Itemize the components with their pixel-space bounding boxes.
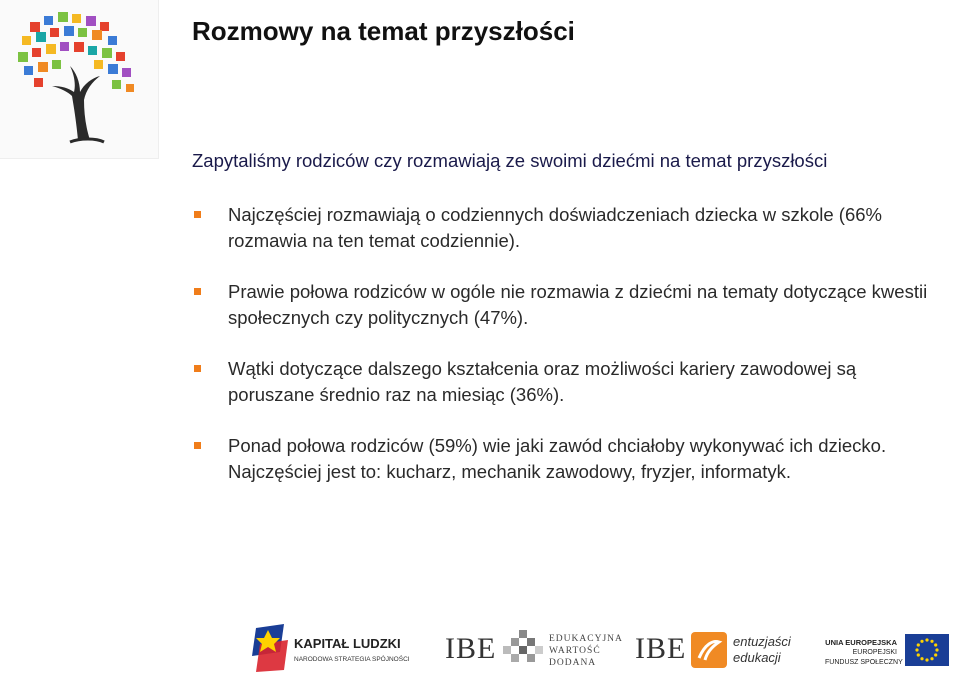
entuzjasci-line2: edukacji	[733, 650, 781, 665]
list-item-text: Wątki dotyczące dalszego kształcenia oraz możliwości kariery zawodowej są poruszane średnio raz na miesiąc (36%).	[228, 358, 857, 405]
ibe-ewd-line2: WARTOŚĆ	[549, 646, 601, 656]
list-item-text: Ponad połowa rodziców (59%) wie jaki zawód chciałoby wykonywać ich dziecko. Najczęściej jest to: kucharz, mechanik zawodowy, fryzjer, informatyk.	[228, 435, 887, 482]
entuzjasci-edukacji-logo	[635, 618, 805, 678]
pixel-grid-icon	[503, 630, 543, 670]
bullet-list	[192, 202, 932, 510]
kapital-ludzki-line1: KAPITAŁ LUDZKI	[294, 636, 401, 651]
footer-logos	[240, 618, 959, 682]
subtitle: Zapytaliśmy rodziców czy rozmawiają ze swoimi dziećmi na temat przyszłości	[192, 150, 828, 171]
list-item	[192, 202, 932, 254]
list-item	[192, 356, 932, 408]
entuzjasci-line1: entuzjaści	[733, 634, 791, 649]
list-item	[192, 433, 932, 485]
list-item-text: Prawie połowa rodziców w ogóle nie rozmawia z dziećmi na tematy dotyczące kwestii społecznych czy politycznych (47%).	[228, 281, 928, 328]
list-item-text: Najczęściej rozmawiają o codziennych doświadczeniach dziecka w szkole (66% rozmawia na ten temat codziennie).	[228, 204, 882, 251]
bullet-square-icon	[194, 442, 201, 449]
kapital-ludzki-icon	[250, 622, 290, 674]
ibe-mark: IBE	[445, 632, 497, 665]
ibe-ewd-logo	[445, 618, 623, 678]
kapital-ludzki-logo	[250, 618, 420, 678]
tree-icon	[0, 0, 158, 158]
entuzjasci-icon	[691, 632, 727, 668]
bullet-square-icon	[194, 365, 201, 372]
ibe-ewd-line3: DODANA	[549, 658, 597, 668]
kapital-ludzki-line2: NARODOWA STRATEGIA SPÓJNOŚCI	[294, 656, 410, 663]
page-title: Rozmowy na temat przyszłości	[192, 16, 575, 46]
eu-line3: FUNDUSZ SPOŁECZNY	[825, 659, 903, 666]
eu-line1: UNIA EUROPEJSKA	[825, 638, 897, 647]
ibe-ewd-line1: EDUKACYJNA	[549, 634, 623, 644]
bullet-square-icon	[194, 211, 201, 218]
eu-flag-icon	[905, 634, 949, 666]
eu-line2: EUROPEJSKI	[852, 649, 897, 656]
ibe-mark: IBE	[635, 632, 687, 665]
bullet-square-icon	[194, 288, 201, 295]
eu-logo	[825, 618, 955, 678]
tree-illustration	[0, 0, 159, 159]
list-item	[192, 279, 932, 331]
